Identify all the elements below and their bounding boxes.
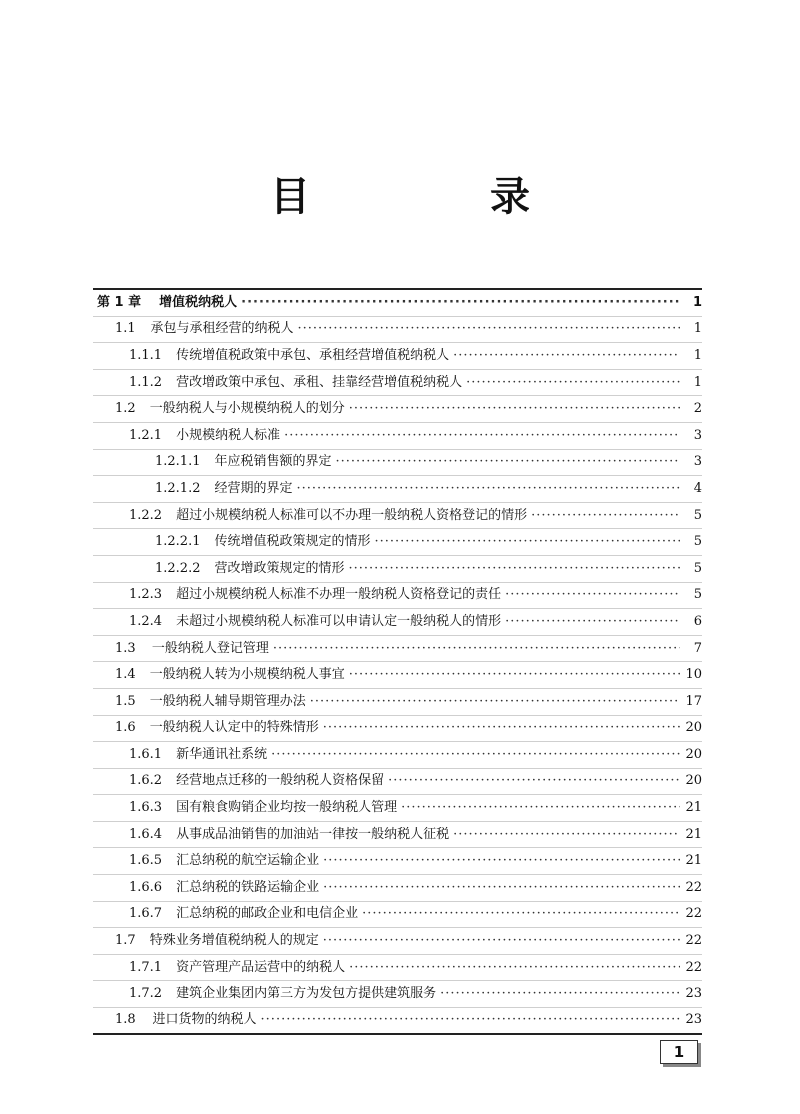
toc-entry-page: 3 — [693, 454, 702, 470]
toc-entry-number: 1.6.4 — [129, 826, 163, 842]
toc-entry-title: 汇总纳税的航空运输企业 — [176, 853, 320, 869]
toc-entry[interactable] — [93, 848, 702, 875]
toc-entry-title: 汇总纳税的邮政企业和电信企业 — [176, 906, 359, 922]
toc-entry-title: 进口货物的纳税人 — [152, 1012, 257, 1028]
toc-entry-title: 营改增政策规定的情形 — [214, 560, 345, 576]
toc-entry-page: 6 — [693, 613, 702, 629]
toc-entry-number: 1.6.2 — [129, 773, 163, 789]
toc-leader-dots — [323, 875, 680, 901]
toc-leader-dots — [297, 476, 681, 502]
toc-entry-page: 5 — [693, 560, 702, 576]
toc-entry-number: 1.1.1 — [129, 347, 163, 363]
toc-entry-page: 3 — [693, 427, 702, 443]
toc-entry-page: 23 — [685, 986, 702, 1002]
toc-leader-dots — [261, 1007, 680, 1033]
toc-entry[interactable] — [93, 689, 702, 716]
toc-entry-page: 1 — [692, 294, 702, 310]
toc-entry-page: 5 — [693, 507, 702, 523]
toc-entry[interactable] — [93, 396, 702, 423]
toc-entry-page: 1 — [693, 321, 702, 337]
toc-leader-dots — [323, 715, 680, 741]
toc-entry-title: 一般纳税人辅导期管理办法 — [149, 693, 306, 709]
toc-entry[interactable] — [93, 476, 702, 503]
toc-entry-number: 1.7 — [115, 933, 136, 949]
toc-entry-number: 1.2.2 — [129, 507, 163, 523]
toc-entry-page: 20 — [685, 746, 702, 762]
toc-entry-number: 1.6.6 — [129, 879, 163, 895]
toc-leader-dots — [505, 609, 680, 635]
toc-leader-dots — [273, 636, 680, 662]
toc-leader-dots — [440, 981, 680, 1007]
toc-leader-dots — [297, 316, 680, 342]
toc-entry-number: 1.2.2.2 — [155, 560, 201, 576]
toc-entry[interactable] — [93, 290, 702, 317]
toc-entry[interactable] — [93, 503, 702, 530]
toc-entry-number: 1.2.4 — [129, 613, 163, 629]
toc-entry-number: 1.2.1.1 — [155, 454, 201, 470]
toc-entry-number: 1.4 — [115, 667, 136, 683]
toc-entry-page: 5 — [693, 534, 702, 550]
page-number: 1 — [660, 1040, 698, 1064]
toc-entry-number: 1.6.7 — [129, 906, 163, 922]
toc-entry-title: 国有粮食购销企业均按一般纳税人管理 — [176, 800, 398, 816]
toc-entry-number: 1.7.1 — [129, 959, 163, 975]
toc-entry-title: 新华通讯社系统 — [176, 746, 268, 762]
toc-entry-page: 22 — [685, 879, 702, 895]
toc-entry-page: 22 — [685, 906, 702, 922]
toc-entry-title: 经营地点迁移的一般纳税人资格保留 — [176, 773, 385, 789]
toc-entry[interactable] — [93, 583, 702, 610]
toc-entry[interactable] — [93, 423, 702, 450]
toc-entry-page: 21 — [685, 826, 702, 842]
toc-entry-number: 1.1 — [115, 321, 136, 337]
toc-entry-page: 10 — [685, 667, 702, 683]
toc-entry[interactable] — [93, 343, 702, 370]
toc-entry-number: 1.6.5 — [129, 853, 163, 869]
toc-entry-page: 21 — [685, 800, 702, 816]
table-of-contents — [93, 290, 702, 1035]
toc-leader-dots — [323, 928, 680, 954]
toc-leader-dots — [241, 290, 680, 316]
toc-leader-dots — [505, 582, 680, 608]
toc-entry-title: 传统增值税政策规定的情形 — [214, 534, 371, 550]
toc-leader-dots — [349, 396, 680, 422]
toc-leader-dots — [453, 343, 680, 369]
toc-entry[interactable] — [93, 450, 702, 477]
toc-entry-page: 1 — [693, 374, 702, 390]
toc-entry[interactable] — [93, 636, 702, 663]
toc-entry[interactable] — [93, 716, 702, 743]
toc-entry-title: 汇总纳税的铁路运输企业 — [176, 879, 320, 895]
toc-entry-page: 17 — [685, 693, 702, 709]
toc-entry-title: 增值税纳税人 — [159, 294, 238, 310]
toc-entry[interactable] — [93, 928, 702, 955]
toc-entry-title: 一般纳税人与小规模纳税人的划分 — [149, 401, 345, 417]
toc-entry-title: 一般纳税人认定中的特殊情形 — [149, 720, 319, 736]
toc-entry[interactable] — [93, 662, 702, 689]
toc-entry-number: 1.6.1 — [129, 746, 163, 762]
toc-entry-page: 22 — [685, 959, 702, 975]
toc-entry-title: 超过小规模纳税人标准可以不办理一般纳税人资格登记的情形 — [176, 507, 528, 523]
toc-entry-page: 1 — [693, 347, 702, 363]
toc-entry[interactable] — [93, 556, 702, 583]
toc-entry-page: 4 — [693, 480, 702, 496]
toc-entry-page: 20 — [685, 773, 702, 789]
toc-leader-dots — [401, 795, 680, 821]
toc-entry-title: 建筑企业集团内第三方为发包方提供建筑服务 — [176, 986, 437, 1002]
toc-entry-title: 承包与承租经营的纳税人 — [150, 321, 294, 337]
toc-entry-number: 1.2.1 — [129, 427, 163, 443]
page-title: 目 录 — [270, 174, 600, 220]
toc-entry-number: 1.1.2 — [129, 374, 163, 390]
toc-entry-title: 传统增值税政策中承包、承租经营增值税纳税人 — [176, 347, 450, 363]
toc-entry-number: 1.8 — [115, 1012, 136, 1028]
toc-entry-title: 特殊业务增值税纳税人的规定 — [149, 933, 319, 949]
toc-leader-dots — [323, 848, 680, 874]
toc-leader-dots — [310, 689, 680, 715]
toc-entry[interactable] — [93, 902, 702, 929]
toc-entry-page: 23 — [685, 1012, 702, 1028]
toc-entry[interactable] — [93, 529, 702, 556]
toc-entry[interactable] — [93, 981, 702, 1008]
toc-entry-title: 小规模纳税人标准 — [176, 427, 281, 443]
toc-entry[interactable] — [93, 1008, 702, 1035]
toc-leader-dots — [284, 423, 680, 449]
toc-entry-page: 5 — [693, 587, 702, 603]
toc-entry[interactable] — [93, 317, 702, 344]
toc-entry[interactable] — [93, 370, 702, 397]
toc-leader-dots — [349, 955, 680, 981]
toc-entry-number: 1.5 — [115, 693, 136, 709]
toc-entry-title: 营改增政策中承包、承租、挂靠经营增值税纳税人 — [176, 374, 463, 390]
toc-leader-dots — [531, 503, 680, 529]
toc-entry[interactable] — [93, 795, 702, 822]
toc-entry[interactable] — [93, 742, 702, 769]
toc-leader-dots — [453, 822, 680, 848]
toc-entry-title: 年应税销售额的界定 — [214, 454, 332, 470]
toc-entry-number: 1.6.3 — [129, 800, 163, 816]
toc-leader-dots — [362, 901, 680, 927]
toc-entry-title: 资产管理产品运营中的纳税人 — [176, 959, 346, 975]
toc-entry[interactable] — [93, 822, 702, 849]
toc-leader-dots — [271, 742, 680, 768]
toc-leader-dots — [349, 556, 681, 582]
toc-entry-number: 1.2.3 — [129, 587, 163, 603]
toc-entry[interactable] — [93, 769, 702, 796]
toc-entry-page: 7 — [693, 640, 702, 656]
toc-entry-title: 超过小规模纳税人标准不办理一般纳税人资格登记的责任 — [176, 587, 502, 603]
toc-leader-dots — [388, 768, 680, 794]
toc-entry-number: 第 1 章 — [97, 294, 142, 310]
toc-entry-title: 一般纳税人登记管理 — [151, 640, 269, 656]
toc-entry-number: 1.3 — [115, 640, 136, 656]
toc-entry[interactable] — [93, 875, 702, 902]
toc-entry-number: 1.6 — [115, 720, 136, 736]
toc-entry[interactable] — [93, 955, 702, 982]
toc-entry-page: 2 — [693, 401, 702, 417]
toc-entry-page: 21 — [685, 853, 702, 869]
toc-leader-dots — [349, 662, 680, 688]
toc-leader-dots — [375, 529, 681, 555]
toc-entry-title: 从事成品油销售的加油站一律按一般纳税人征税 — [176, 826, 450, 842]
toc-entry[interactable] — [93, 609, 702, 636]
toc-leader-dots — [466, 370, 680, 396]
toc-entry-page: 20 — [685, 720, 702, 736]
toc-entry-page: 22 — [685, 933, 702, 949]
toc-leader-dots — [336, 449, 681, 475]
toc-entry-number: 1.7.2 — [129, 986, 163, 1002]
toc-entry-title: 一般纳税人转为小规模纳税人事宜 — [149, 667, 345, 683]
toc-entry-number: 1.2 — [115, 401, 136, 417]
toc-entry-number: 1.2.1.2 — [155, 480, 201, 496]
toc-entry-title: 经营期的界定 — [214, 480, 293, 496]
toc-entry-title: 未超过小规模纳税人标准可以申请认定一般纳税人的情形 — [176, 613, 502, 629]
toc-entry-number: 1.2.2.1 — [155, 534, 201, 550]
